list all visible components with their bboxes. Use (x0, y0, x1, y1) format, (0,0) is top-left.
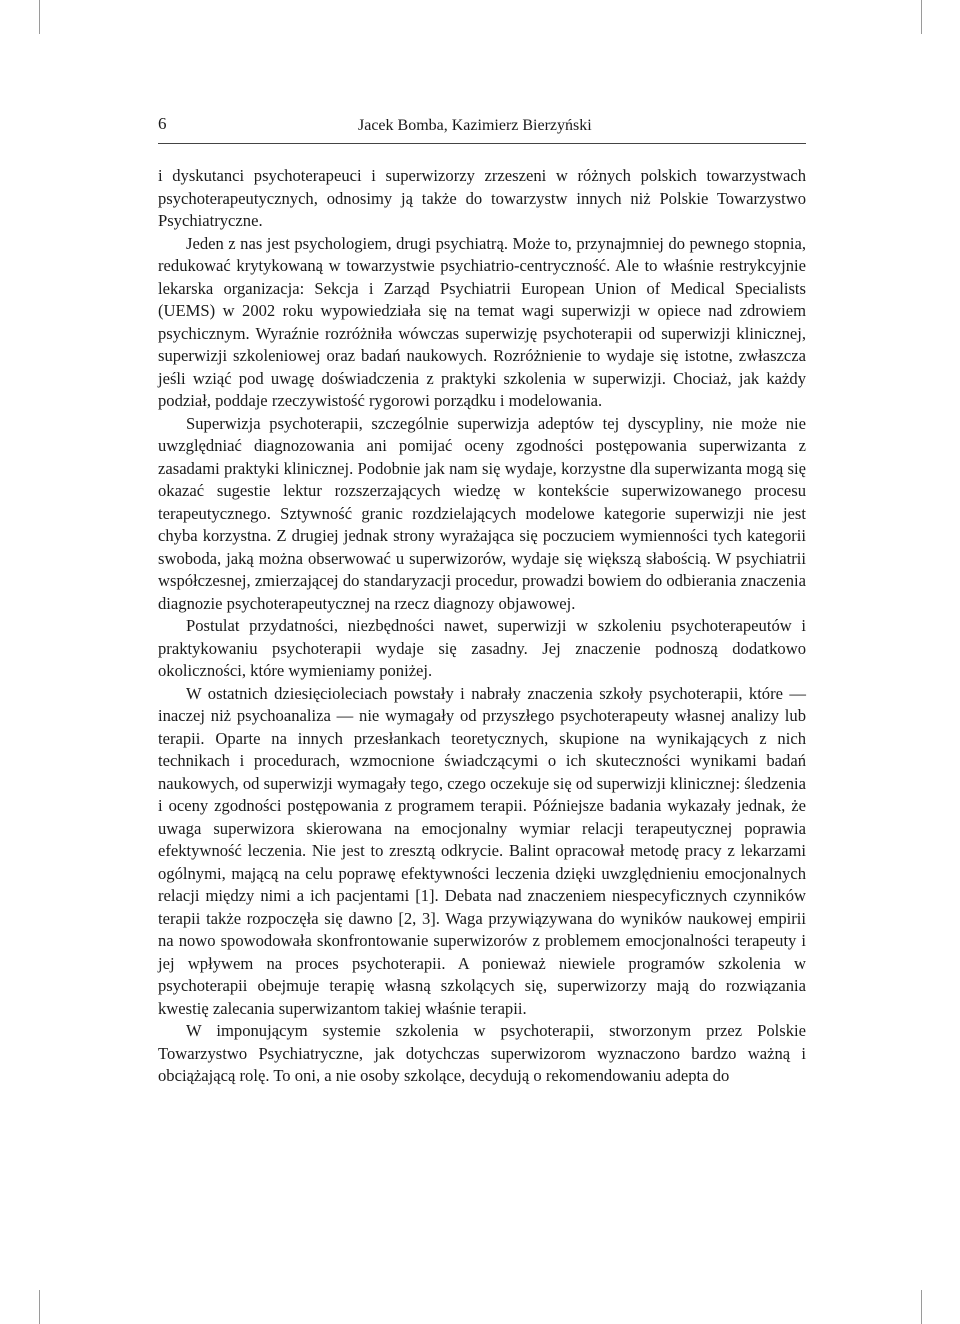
paragraph: Jeden z nas jest psychologiem, drugi psychiatrą. Może to, przynajmniej do pewnego stopnia, redukować krytykowaną w towarzystwie psychiatrio-centryczność. Ale to właśnie restrykcyjnie lekarska organizacja: Sekcja i Zarząd Psychiatrii European Union of Medical Specialists (UEMS) w 2002 roku wypowiedziała się na temat wagi superwizji w opiece nad zdrowiem psychicznym. Wyraźnie rozróżniła wówczas superwizję psychoterapii od superwizji klinicznej, superwizji szkoleniowej oraz badań naukowych. Rozróżnienie to wydaje się istotne, zwłaszcza jeśli wziąć pod uwagę doświadczenia z praktyki szkolenia w superwizji. Chociaż, jak każdy podział, poddaje rzeczywistość rygorowi porządku i modelowania. (158, 233, 806, 410)
running-head-authors: Jacek Bomba, Kazimierz Bierzyński (358, 117, 592, 134)
crop-mark-bottom-right (921, 1290, 922, 1324)
paragraph: W ostatnich dziesięcioleciach powstały i nabrały znaczenia szkoły psychoterapii, które — inaczej niż psychoanaliza — nie wymagały od przyszłego psychoterapeuty własnej analizy lub terapii. Oparte na innych przesłankach teoretycznych, skupione na wynikających z nich technikach i procedurach, wzmocnione świadczącymi o ich skuteczności wynikami badań naukowych, od superwizji wymagały tego, czego oczekuje się od superwizji klinicznej: śledzenia i oceny zgodności postępowania z programem terapii. Późniejsze badania wykazały jednak, że uwaga superwizora skierowana na emocjonalny wymiar relacji terapeutycznej poprawia efektywność leczenia. Nie jest to zresztą odkrycie. Balint opracował metodę pracy z lekarzami ogólnymi, mającą na celu poprawę efektywności leczenia dzięki uwzględnieniu emocjonalnych relacji między nimi a ich pacjentami [1]. Debata nad znaczeniem niespecyficznych czynników terapii także rozpoczęła się dawno [2, 3]. Waga przywiązywana do wyników naukowej empirii na nowo spowodowała skonfrontowanie superwizorów z problemem emocjonalności terapeuty i jej wpływem na proces psychoterapii. A ponieważ niewiele programów szkolenia w psychoterapii obejmuje terapię własną szkolących się, superwizorzy mają do rozwiązania kwestię zalecania superwizantom takiej właśnie terapii. (158, 683, 806, 1018)
paragraph: i dyskutanci psychoterapeuci i superwizorzy zrzeszeni w różnych polskich towarzystwach psychoterapeutycznych, odnosimy ją także do towarzystw innych niż Polskie Towarzystwo Psychiatryczne. (158, 166, 806, 230)
header-rule (158, 143, 806, 144)
crop-mark-bottom-left (39, 1290, 40, 1324)
paragraph: Superwizja psychoterapii, szczególnie superwizja adeptów tej dyscypliny, nie może nie uwzględniać diagnozowania ani pomijać oceny zgodności postępowania superwizanta z zasadami praktyki klinicznej. Podobnie jak nam się wydaje, korzystne dla superwizanta mogą się okazać sugestie lektur rozszerzających wiedzę w kontekście superwizowanego procesu terapeutycznego. Sztywność granic rozdzielających modelowe kategorie superwizji nie jest chyba korzystna. Z drugiej jednak strony wyrażająca się poczuciem wymienności tych kategorii swoboda, jaką można obserwować u superwizorów, wydaje się większą słabością. W psychiatrii współczesnej, zmierzającej do standaryzacji procedur, prowadzi bowiem do odbierania znaczenia diagnozie psychoterapeutycznej na rzecz diagnozy objawowej. (158, 413, 806, 613)
article-body (158, 165, 806, 1088)
paragraph: W imponującym systemie szkolenia w psychoterapii, stworzonym przez Polskie Towarzystwo Psychiatryczne, jak dotychczas superwizorom wyznaczono bardzo ważną i obciążającą rolę. To oni, a nie osoby szkolące, decydują o rekomendowaniu adepta do (158, 1021, 806, 1085)
crop-mark-top-right (921, 0, 922, 34)
page-header (158, 112, 806, 142)
crop-mark-top-left (39, 0, 40, 34)
paragraph: Postulat przydatności, niezbędności nawet, superwizji w szkoleniu psychoterapeutów i praktykowaniu psychoterapii wydaje się zasadny. Jej znaczenie podnoszą dodatkowo okoliczności, które wymieniamy poniżej. (158, 616, 806, 680)
page-number: 6 (158, 114, 167, 133)
